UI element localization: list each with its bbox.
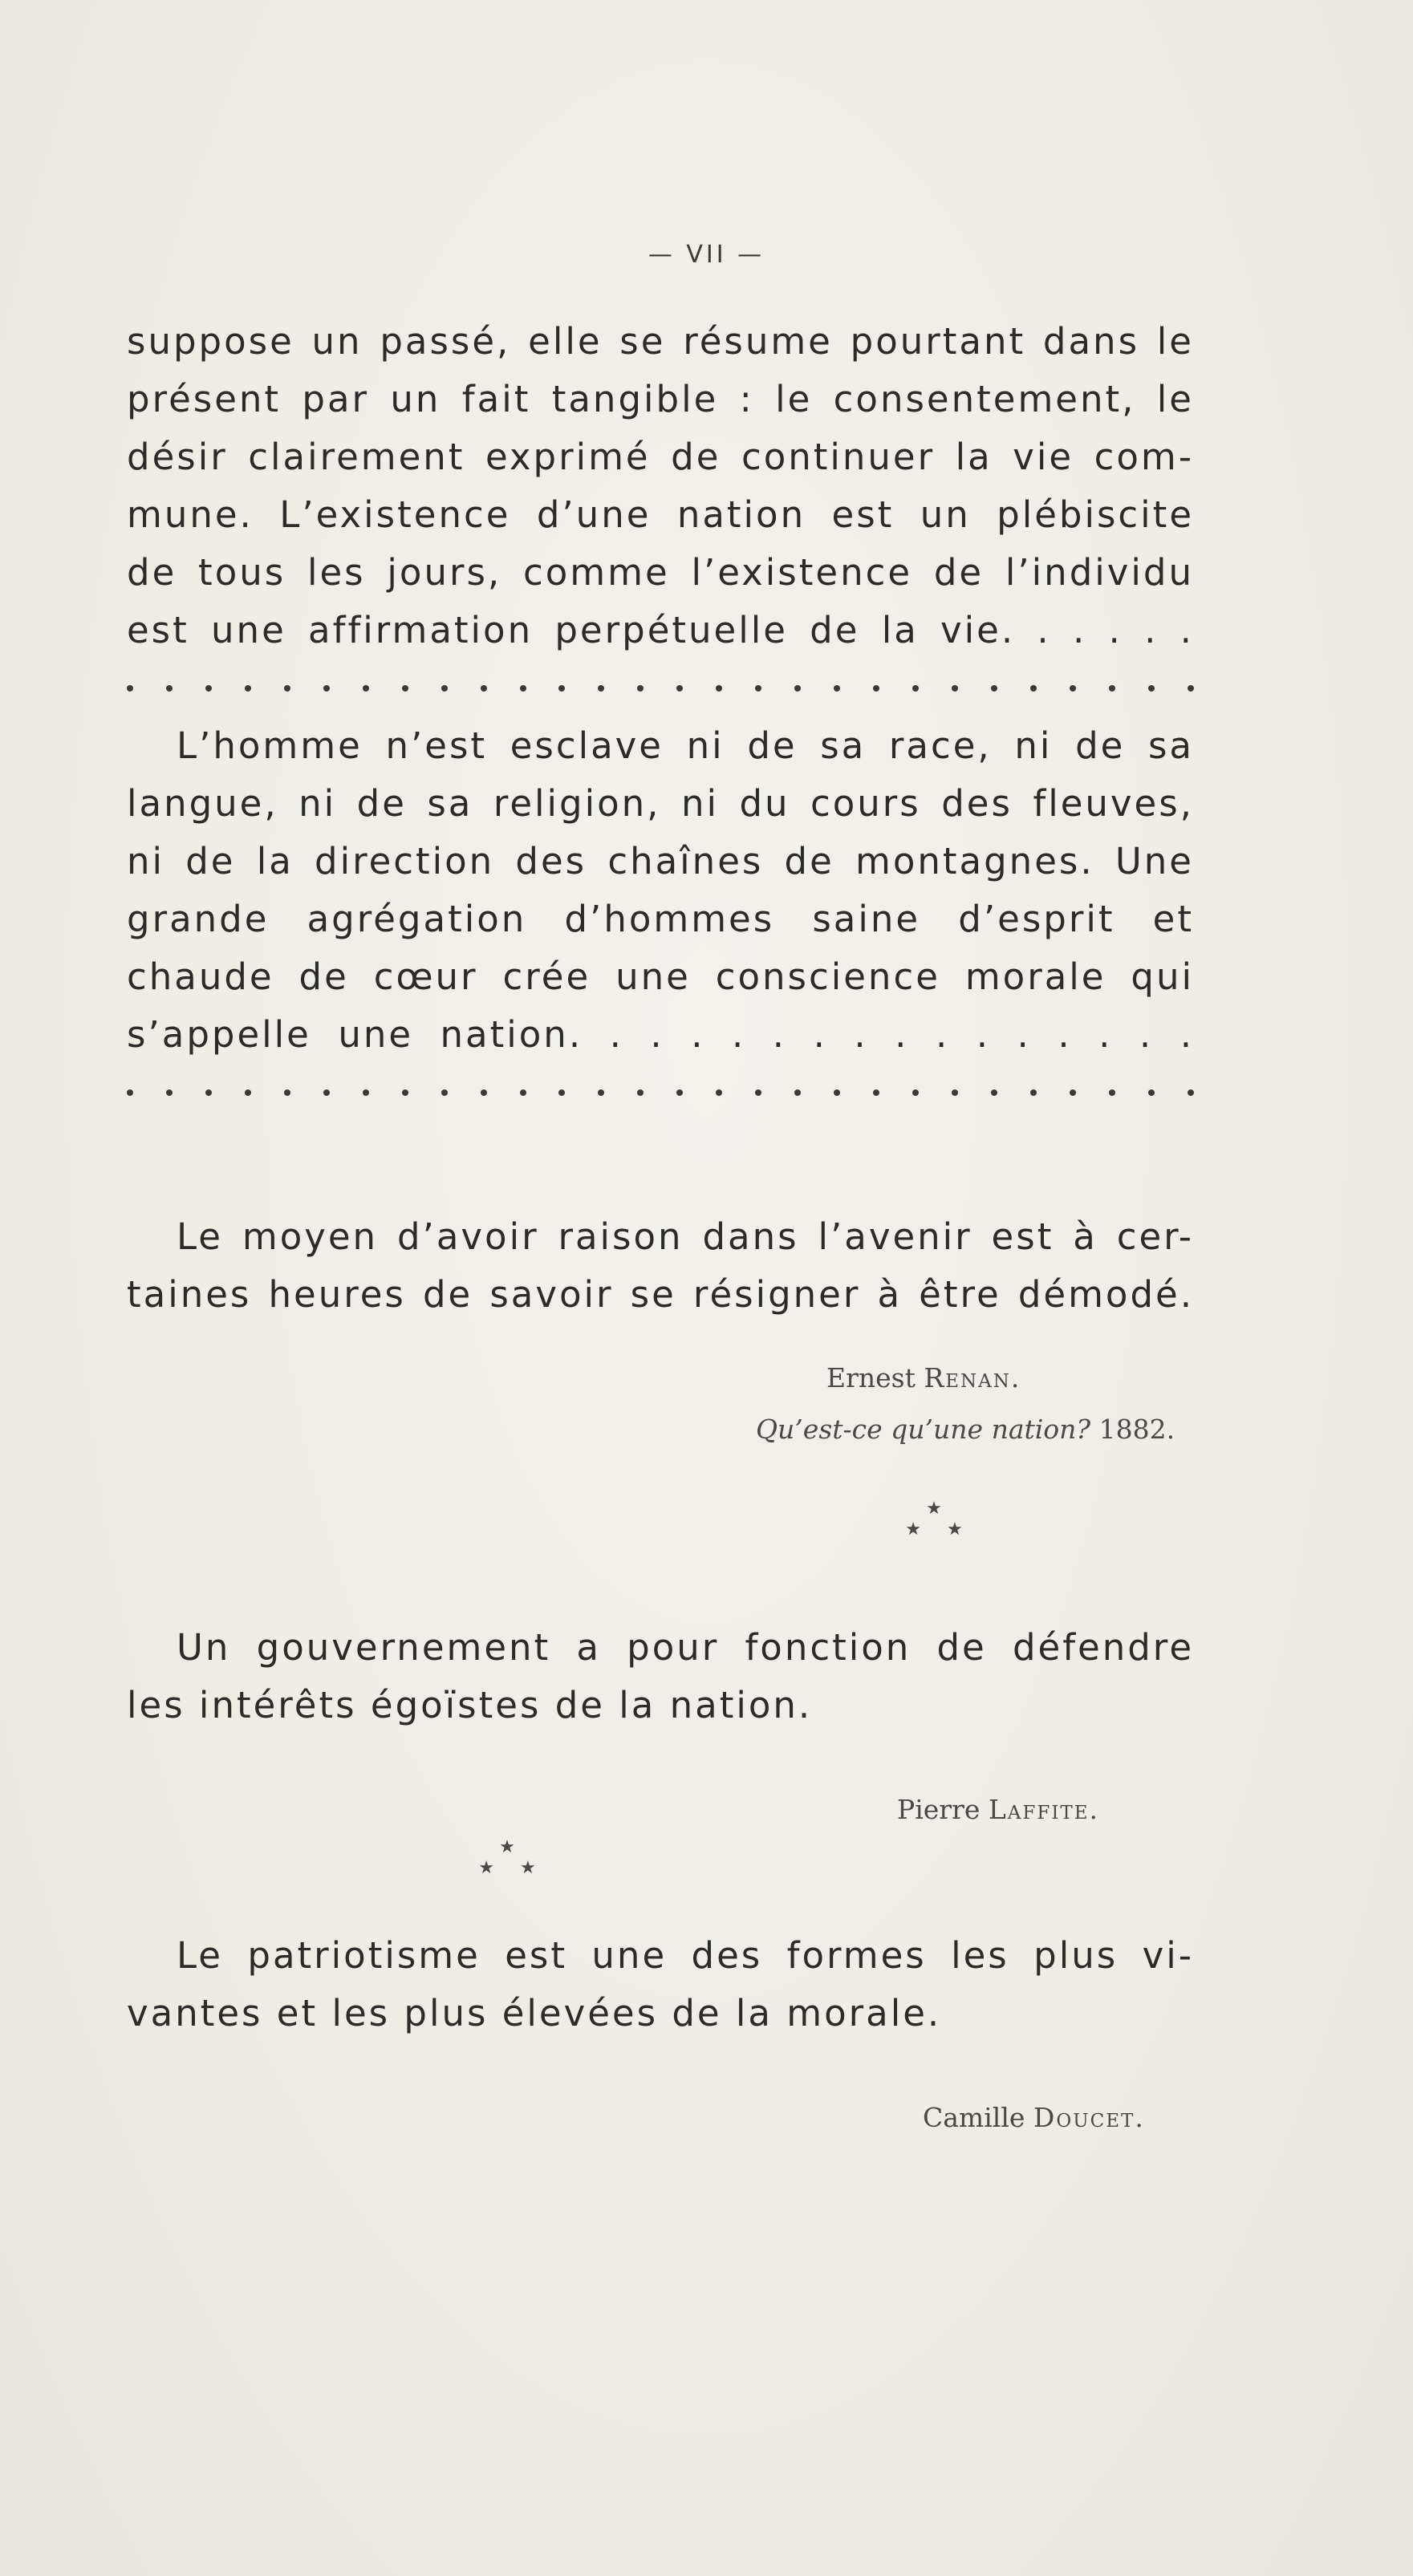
- text-line: Le moyen d’avoir raison dans l’avenir est à cer-: [177, 1215, 1194, 1258]
- text-line: langue, ni de sa religion, ni du cours des fleuves,: [127, 782, 1194, 825]
- text-line: ni de la direction des chaînes de montagnes. Une: [127, 840, 1194, 882]
- author-last-name: Laffite.: [988, 1794, 1100, 1825]
- attribution-renan: [826, 1362, 1021, 1393]
- text-line: suppose un passé, elle se résume pourtant dans le: [127, 320, 1194, 363]
- author-first-name: Camille: [923, 2102, 1025, 2133]
- passage-3: [127, 1208, 1194, 1324]
- ellipsis-row: [127, 659, 1194, 717]
- text-line: Un gouvernement a pour fonction de défendre: [177, 1626, 1194, 1669]
- asterism-separator: [902, 1499, 966, 1540]
- star-pair: [475, 1858, 539, 1879]
- quote-doucet: [127, 1927, 1194, 2043]
- text-line: taines heures de savoir se résigner à être démodé.: [127, 1273, 1194, 1316]
- star-icon: ★: [499, 1837, 515, 1857]
- star-icon: ★: [947, 1519, 963, 1540]
- author-last-name: Doucet.: [1033, 2102, 1145, 2133]
- text-line: désir clairement exprimé de continuer la vie com-: [127, 436, 1194, 478]
- text-line: mune. L’existence d’une nation est un plébiscite: [127, 493, 1194, 536]
- text-line: vantes et les plus élevées de la morale.: [127, 1992, 942, 2034]
- work-reference: [756, 1414, 1175, 1445]
- author-first-name: Pierre: [897, 1794, 981, 1825]
- text-line: les intérêts égoïstes de la nation.: [127, 1684, 813, 1726]
- work-year: 1882.: [1098, 1414, 1175, 1445]
- work-title: Qu’est-ce qu’une nation?: [756, 1414, 1091, 1445]
- passage-1: [127, 313, 1194, 717]
- author-first-name: Ernest: [826, 1362, 916, 1393]
- author-last-name: Renan.: [924, 1362, 1021, 1393]
- attribution-laffite: [897, 1794, 1099, 1825]
- asterism-separator: [475, 1837, 539, 1879]
- text-line: est une affirmation perpétuelle de la vie. . . . . .: [127, 609, 1194, 651]
- text-line: grande agrégation d’hommes saine d’esprit et: [127, 898, 1194, 940]
- text-line: présent par un fait tangible : le consentement, le: [127, 378, 1194, 420]
- star-icon: ★: [520, 1858, 536, 1878]
- star-icon: ★: [926, 1499, 942, 1519]
- text-line: chaude de cœur crée une conscience morale qui: [127, 955, 1194, 998]
- attribution-doucet: [923, 2102, 1145, 2133]
- text-line: Le patriotisme est une des formes les plus vi-: [177, 1934, 1194, 1977]
- text-line: de tous les jours, comme l’existence de l’individu: [127, 551, 1194, 594]
- star-pair: [902, 1519, 966, 1540]
- ellipsis-row: [127, 1064, 1194, 1122]
- page-number: — VII —: [648, 241, 765, 269]
- text-line: s’appelle une nation. . . . . . . . . . . . . . . .: [127, 1013, 1194, 1056]
- star-icon: ★: [478, 1858, 494, 1878]
- star-icon: ★: [905, 1519, 921, 1540]
- quote-laffite: [127, 1619, 1194, 1734]
- text-line: L’homme n’est esclave ni de sa race, ni de sa: [177, 724, 1194, 767]
- passage-2: [127, 717, 1194, 1122]
